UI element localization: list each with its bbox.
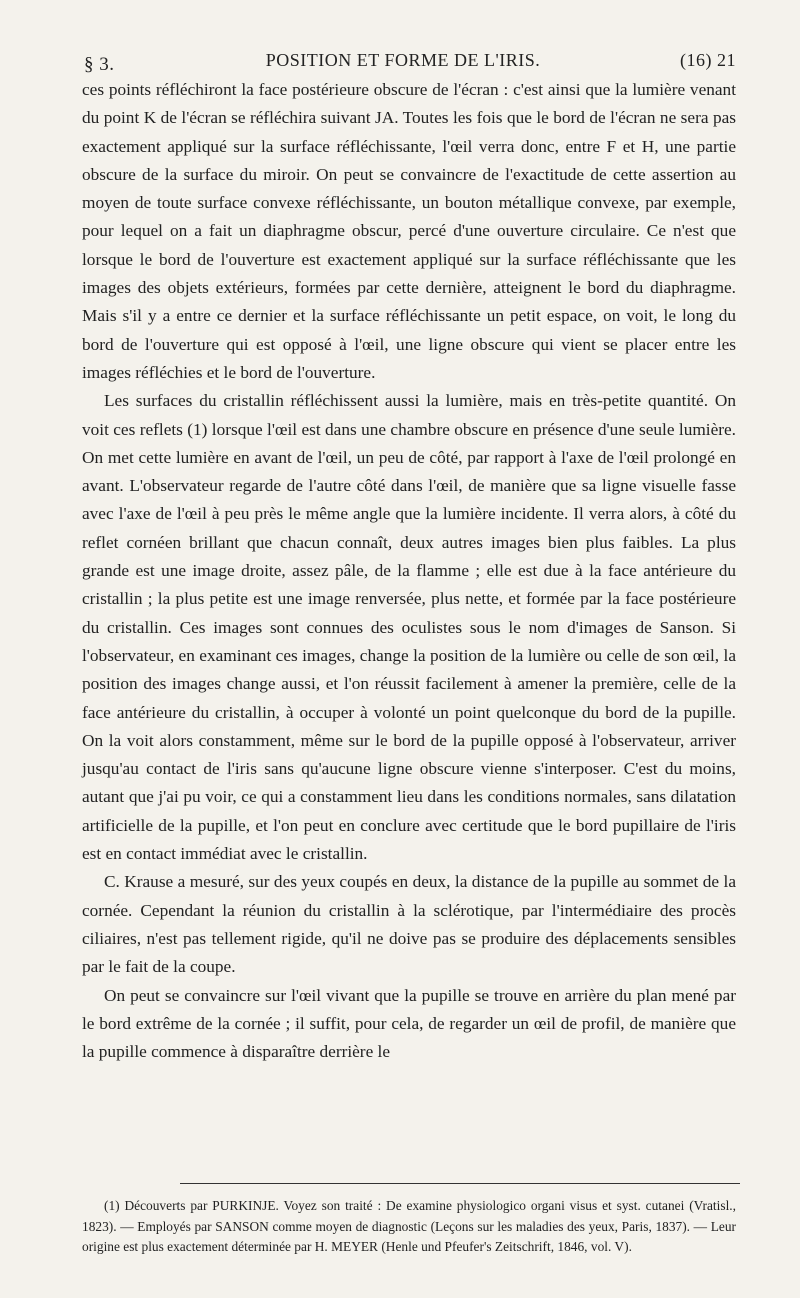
section-number: § 3. [84,54,115,75]
running-header [70,40,736,75]
paragraph-1: ces points réfléchiront la face postérieure obscure de l'écran : c'est ainsi que la lumière venant du point K de l'écran se réfléchira suivant JA. Toutes les fois que le bord de l'écran ne sera pas exactement appliqué sur la surface réfléchissante, l'œil verra donc, entre F et H, une partie obscure de la surface du miroir. On peut se convaincre de l'exactitude de cette assertion au moyen de toute surface convexe réfléchissante, un bouton métallique convexe, par exemple, pour lequel on a fait un diaphragme obscur, percé d'une ouverture circulaire. Ce n'est que lorsque le bord de l'ouverture est exactement appliqué sur la surface réfléchissante que les images des objets extérieurs, formées par cette dernière, atteignent le bord du diaphragme. Mais s'il y a entre ce dernier et la surface réfléchissante un petit espace, on voit, le long du bord de l'ouverture qui est opposé à l'œil, une ligne obscure qui vient se placer entre les images réfléchies et le bord de l'ouverture. [82,80,736,382]
page-number: (16) 21 [680,50,736,70]
paragraph-3: C. Krause a mesuré, sur des yeux coupés en deux, la distance de la pupille au sommet de la cornée. Cependant la réunion du cristallin à la sclérotique, par l'intermédiaire des procès ciliaires, n'est pas tellement rigide, qu'il ne doive pas se produire des déplacements sensibles par le fait de la coupe. [82,872,736,977]
footnote-divider [180,1183,740,1184]
footnote [82,1196,736,1258]
running-title: POSITION ET FORME DE L'IRIS. [265,50,541,70]
footnote-text: (1) Découverts par PURKINJE. Voyez son traité : De examine physiologico organi visus et syst. cutanei (Vratisl., 1823). — Employés par SANSON comme moyen de diagnostic (Leçons sur les maladies des yeux, Paris, 1837). — Leur origine est plus exactement déterminée par H. MEYER (Henle und Pfeufer's Zeitschrift, 1846, vol. V). [82,1198,736,1254]
paragraph-2: Les surfaces du cristallin réfléchissent aussi la lumière, mais en très-petite quantité. On voit ces reflets (1) lorsque l'œil est dans une chambre obscure en présence d'une seule lumière. On met cette lumière en avant de l'œil, un peu de côté, par rapport à l'axe de l'œil prolongé en avant. L'observateur regarde de l'autre côté dans l'œil, de manière que sa ligne visuelle fasse avec l'axe de l'œil à peu près le même angle que la lumière incidente. Il verra alors, à côté du reflet cornéen brillant que chacun connaît, deux autres images bien plus faibles. La plus grande est une image droite, assez pâle, de la flamme ; elle est due à la face antérieure du cristallin ; la plus petite est une image renversée, plus nette, et formée par la face postérieure du cristallin. Ces images sont connues des oculistes sous le nom d'images de Sanson. Si l'observateur, en examinant ces images, change la position de la lumière ou celle de son œil, la position des images change aussi, et l'on réussit facilement à amener la première, celle de la face antérieure du cristallin, à occuper à volonté un point quelconque du bord de la pupille. On la voit alors constamment, même sur le bord de la pupille opposé à l'observateur, arriver jusqu'au contact de l'iris sans qu'aucune ligne obscure vienne s'interposer. C'est du moins, autant que j'ai pu voir, ce qui a constamment lieu dans les conditions normales, sans dilatation artificielle de la pupille, et l'on peut en conclure avec certitude que le bord pupillaire de l'iris est en contact immédiat avec le cristallin. [82,391,736,864]
body-text [82,76,736,1066]
paragraph-4: On peut se convaincre sur l'œil vivant que la pupille se trouve en arrière du plan mené par le bord extrême de la cornée ; il suffit, pour cela, de regarder un œil de profil, de manière que la pupille commence à disparaître derrière le [82,985,736,1062]
